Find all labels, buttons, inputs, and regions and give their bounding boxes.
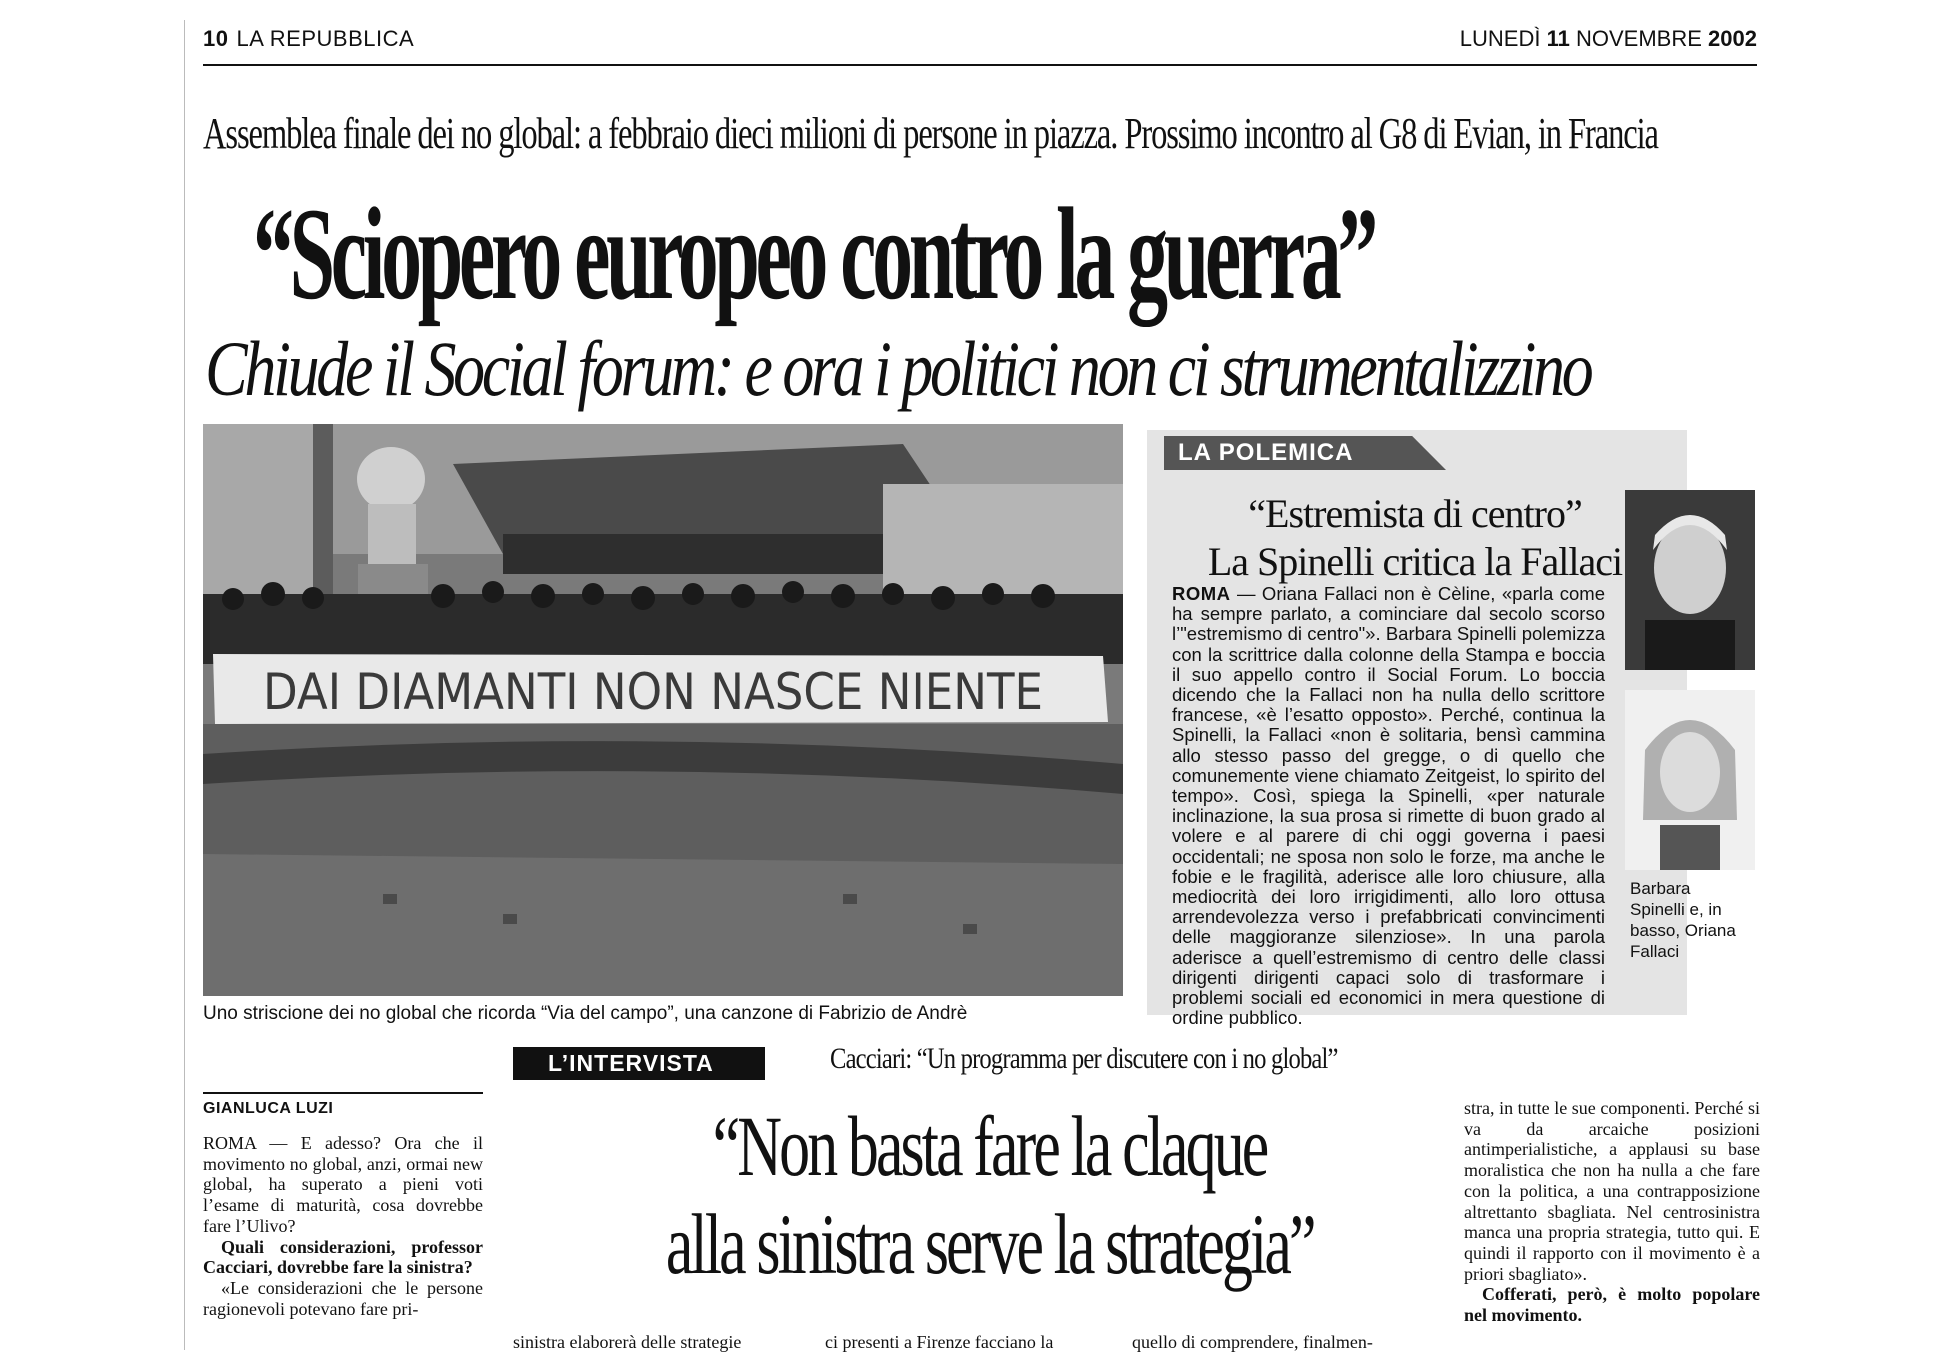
polemica-title-line1: “Estremista di centro” (1248, 491, 1582, 536)
interview-headline (520, 1097, 1460, 1293)
portrait-oriana-fallaci (1625, 690, 1755, 870)
interview-question: Quali considerazioni, professor Cacciari, dovrebbe fare la sinistra? (203, 1236, 483, 1278)
interview-kicker-text: Cacciari: “Un programma per discutere con i no global” (830, 1042, 1338, 1075)
polemica-label: LA POLEMICA (1178, 439, 1354, 466)
story-kicker-text: Assemblea finale dei no global: a febbraio dieci milioni di persone in piazza. Prossimo incontro al G8 di Evian, in Francia (203, 109, 1658, 158)
interview-intro: ROMA — E adesso? Ora che il movimento no global, anzi, ormai new global, ha superato a pieni voti l’esame di maturità, cosa dovrebbe fare l’Ulivo? (203, 1133, 483, 1236)
interview-column-3-start: ci presenti a Firenze facciano la (825, 1332, 1054, 1352)
protest-photo (203, 424, 1123, 996)
story-subhead (205, 325, 1895, 412)
photo-banner-text: DAI DIAMANTI NON NASCE NIENTE (263, 663, 1043, 721)
protest-photo-illustration (203, 424, 1123, 996)
interview-right-question: Cofferati, però, è molto popolare nel movimento. (1464, 1284, 1760, 1326)
date-year: 2002 (1708, 26, 1757, 51)
date-day: 11 (1546, 26, 1570, 51)
interview-column-4-start: quello di comprendere, finalmen- (1132, 1332, 1373, 1352)
date-weekday: LUNEDÌ (1459, 26, 1541, 51)
interview-left-column (203, 1133, 483, 1319)
interview-column-2-start: sinistra elaborerà delle strategie (513, 1332, 742, 1352)
polemica-title (1170, 490, 1660, 586)
publication-name: LA REPUBBLICA (236, 26, 415, 51)
masthead-rule (203, 64, 1757, 66)
interview-label: L’INTERVISTA (548, 1050, 714, 1076)
polemica-body-text: — Oriana Fallaci non è Cèline, «parla come ha sempre parlato, a cominciare dal secolo scorso l’"estremismo di centro"». Barbara Spinelli polemizza con la scrittrice dalla colonne della Stampa e boccia il suo appello contro il Social Forum. Lo boccia dicendo che la Fallaci non ha nulla dello scrittore francese, «è l’esatto opposto». Perché, continua la Spinelli, la Fallaci «non è solitaria, bensì cammina allo stesso passo del gregge, o di quello che comunemente viene chiamato Zeitgeist, lo spirito del tempo». Così, spiega la Spinelli, «per naturale inclinazione, la sua prosa si rimette di buon grado al volere e al parere di chi oggi governa i paesi occidentali; ne sposa non solo le forze, ma anche le fobie e le fragilità, aderisce alle loro chiusure, alla mediocrità dei loro irrigidimenti, allo loro ottusa arrendevolezza verso i prefabbricati convincimenti delle maggioranze silenziose». In una parola aderisce a quell’estremismo di centro delle classi dirigenti dirigenti capaci solo di trasformare i problemi sociali ed economici in mera questione di ordine pubblico. (1172, 583, 1605, 1029)
portrait-spinelli-illustration (1625, 490, 1755, 670)
portrait-barbara-spinelli (1625, 490, 1755, 670)
polemica-dateline: ROMA (1172, 583, 1231, 604)
interview-right-column (1464, 1098, 1760, 1326)
date-month: NOVEMBRE (1576, 26, 1702, 51)
photo-caption: Uno striscione dei no global che ricorda “Via del campo”, una canzone di Fabrizio de Andrè (203, 1003, 968, 1024)
portrait-fallaci-illustration (1625, 690, 1755, 870)
story-subhead-text: Chiude il Social forum: e ora i politici non ci strumentalizzino (205, 325, 1591, 412)
story-kicker (203, 108, 1957, 159)
polemica-title-line2: La Spinelli critica la Fallaci (1207, 539, 1623, 584)
story-headline (253, 180, 1957, 327)
masthead-left (203, 26, 414, 52)
portrait-caption: Barbara Spinelli e, in basso, Oriana Fallaci (1630, 879, 1736, 961)
interview-headline-line1: “Non basta fare la claque (713, 1098, 1267, 1194)
interview-right-text: stra, in tutte le sue componenti. Perché si va da arcaiche posizioni antimperialistiche, a applausi su base moralistica che non ha nulla a che fare con la politica, a una contrapposizione altrettanto sbagliata. Nel centrosinistra manca una propria strategia, tutto qui. E quindi il rapporto con il movimento è a priori sbagliato». (1464, 1098, 1760, 1284)
polemica-body (1172, 584, 1605, 1028)
byline: GIANLUCA LUZI (203, 1100, 334, 1117)
interview-kicker (830, 1042, 1449, 1076)
masthead-date (1460, 26, 1757, 52)
page-number: 10 (203, 26, 229, 51)
interview-answer: «Le considerazioni che le persone ragionevoli potevano fare pri- (203, 1277, 483, 1319)
story-headline-text: “Sciopero europeo contro la guerra” (253, 180, 1375, 327)
interview-headline-line2: alla sinistra serve la strategia” (666, 1196, 1314, 1292)
byline-rule (203, 1092, 483, 1094)
page-margin-rule (184, 20, 185, 1350)
